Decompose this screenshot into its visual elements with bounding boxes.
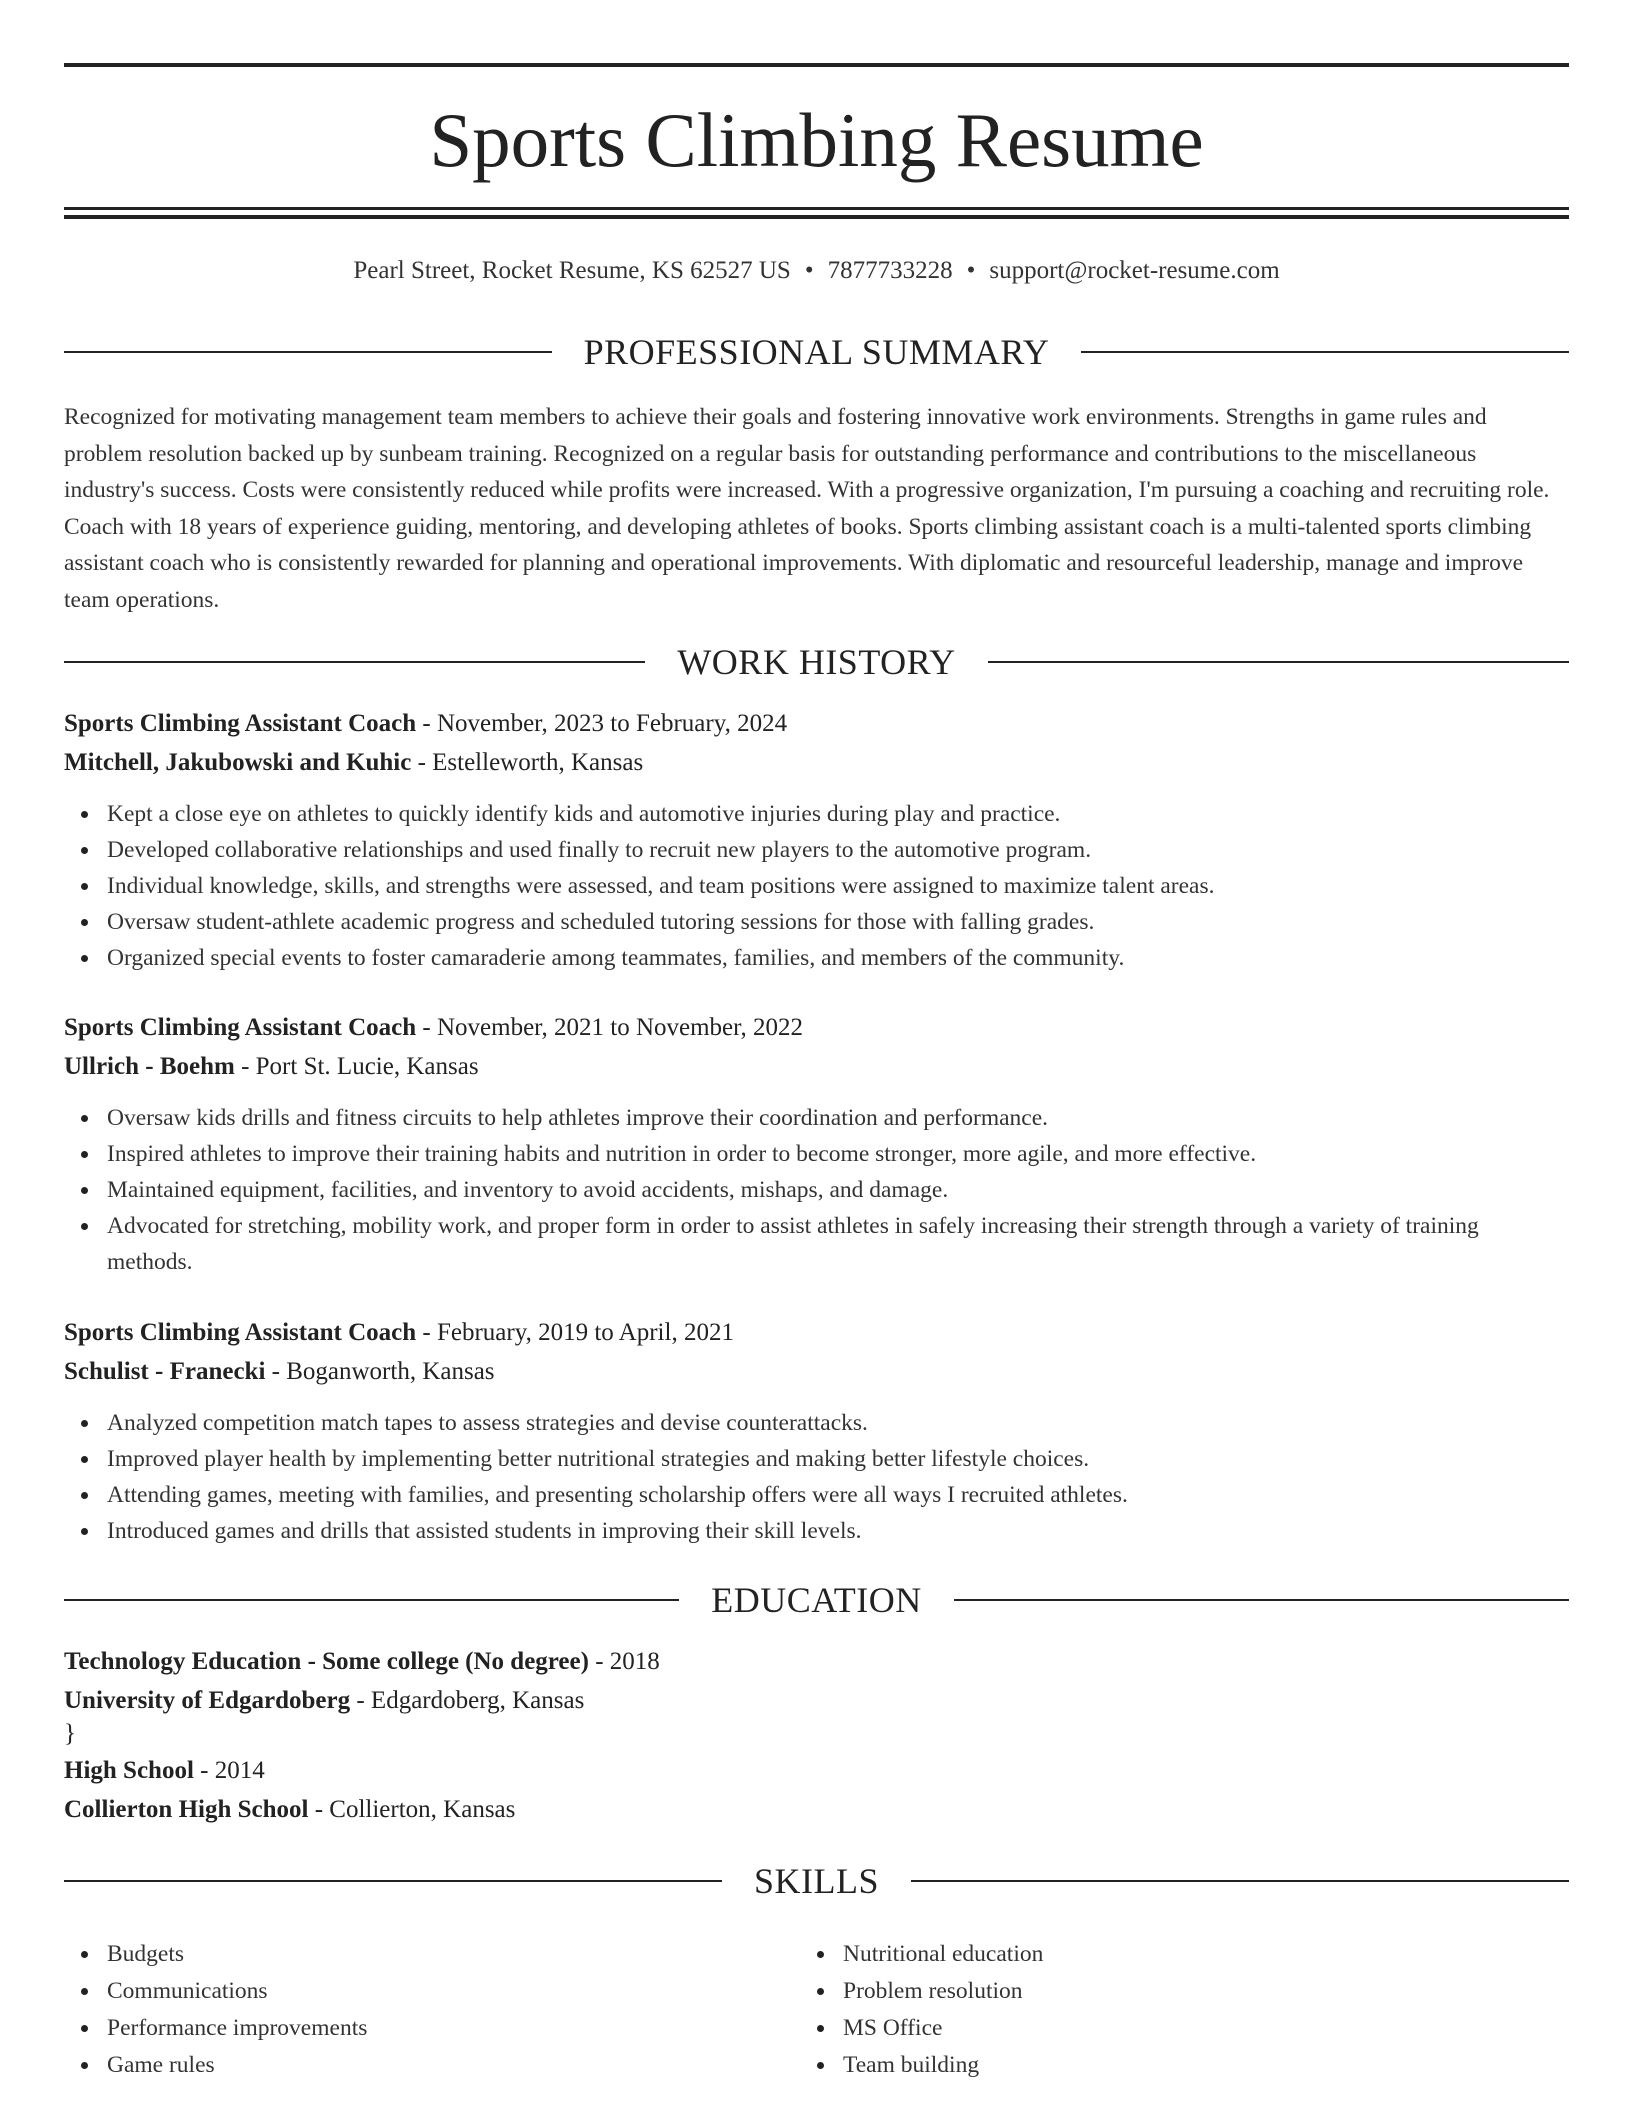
job-bullet: Oversaw student-athlete academic progress and scheduled tutoring sessions for those with falling grades.	[107, 904, 1569, 940]
job-bullet: Oversaw kids drills and fitness circuits to help athletes improve their coordination and performance.	[107, 1100, 1569, 1136]
degree: Technology Education - Some college (No degree)	[64, 1648, 589, 1675]
contact-email: support@rocket-resume.com	[989, 257, 1280, 284]
job-bullet: Kept a close eye on athletes to quickly identify kids and automotive injuries during play and practice.	[107, 796, 1569, 832]
job-title: Sports Climbing Assistant Coach	[64, 710, 417, 737]
school: University of Edgardoberg	[64, 1687, 351, 1714]
heading-rule-right	[988, 661, 1569, 663]
degree-year: - 2014	[193, 1757, 265, 1784]
job-location: - Estelleworth, Kansas	[411, 749, 644, 776]
school-location: - Edgardoberg, Kansas	[350, 1687, 585, 1714]
skill-item: Problem resolution	[843, 1973, 1043, 2010]
contact-line	[64, 255, 1569, 287]
section-heading-skills	[64, 1861, 1569, 1901]
job-dates: - November, 2023 to February, 2024	[416, 710, 788, 737]
section-title: SKILLS	[754, 1861, 880, 1901]
heading-rule-right	[911, 1880, 1569, 1882]
resume-title: Sports Climbing Resume	[429, 97, 1204, 183]
school: Collierton High School	[64, 1796, 309, 1823]
job-title: Sports Climbing Assistant Coach	[64, 1014, 417, 1041]
heading-rule-left	[64, 1880, 722, 1882]
skill-item: Budgets	[107, 1936, 367, 1973]
job-entry	[64, 704, 1569, 976]
summary-text: Recognized for motivating management team members to achieve their goals and fostering innovative work environments. Strengths in game rules and problem resolution backed up by sunbeam training. Recognized on a regular basis for outstanding performance and contributions to the miscellaneous industry's success. Costs were consistently reduced while profits were increased. With a progressive organization, I'm pursuing a coaching and recruiting role. Coach with 18 years of experience guiding, mentoring, and developing athletes of books. Sports climbing assistant coach is a multi-talented sports climbing assistant coach who is consistently rewarded for planning and operational improvements. With diplomatic and resourceful leadership, manage and improve team operations.	[64, 404, 1550, 613]
section-heading-work	[64, 642, 1569, 682]
job-bullet: Individual knowledge, skills, and strengths were assessed, and team positions were assigned to maximize talent areas.	[107, 868, 1569, 904]
job-title-line	[64, 1008, 1569, 1047]
job-dates: - February, 2019 to April, 2021	[416, 1319, 734, 1346]
job-bullet: Introduced games and drills that assisted students in improving their skill levels.	[107, 1513, 1569, 1549]
job-employer: Ullrich - Boehm	[64, 1053, 235, 1080]
section-title: WORK HISTORY	[677, 642, 956, 682]
job-entry	[64, 1313, 1569, 1549]
degree: High School	[64, 1757, 194, 1784]
job-bullet: Attending games, meeting with families, and presenting scholarship offers were all ways I recruited athletes.	[107, 1477, 1569, 1513]
contact-address: Pearl Street, Rocket Resume, KS 62527 US	[353, 257, 791, 284]
contact-phone: 7877733228	[827, 257, 953, 284]
job-title: Sports Climbing Assistant Coach	[64, 1319, 417, 1346]
job-bullet: Inspired athletes to improve their training habits and nutrition in order to become stronger, more agile, and more effective.	[107, 1136, 1569, 1172]
job-employer-line	[64, 1352, 1569, 1391]
degree-year: - 2018	[588, 1648, 660, 1675]
top-rule	[64, 63, 1569, 67]
skill-item: Game rules	[107, 2047, 367, 2084]
education-entry	[64, 1751, 1569, 1829]
job-bullet: Developed collaborative relationships and used finally to recruit new players to the automotive program.	[107, 832, 1569, 868]
skill-item: MS Office	[843, 2010, 1043, 2047]
job-dates: - November, 2021 to November, 2022	[416, 1014, 803, 1041]
job-entry	[64, 1008, 1569, 1280]
job-location: - Boganworth, Kansas	[265, 1358, 495, 1385]
job-bullets	[64, 1100, 1569, 1280]
section-heading-summary	[64, 332, 1569, 372]
school-line	[64, 1681, 1569, 1720]
job-bullet: Improved player health by implementing better nutritional strategies and making better lifestyle choices.	[107, 1441, 1569, 1477]
job-bullet: Maintained equipment, facilities, and inventory to avoid accidents, mishaps, and damage.	[107, 1172, 1569, 1208]
section-title: EDUCATION	[711, 1580, 922, 1620]
school-location: - Collierton, Kansas	[308, 1796, 516, 1823]
job-employer: Mitchell, Jakubowski and Kuhic	[64, 749, 412, 776]
title-rule-upper	[64, 207, 1569, 210]
job-bullet: Advocated for stretching, mobility work, and proper form in order to assist athletes in safely increasing their strength through a variety of training methods.	[107, 1208, 1569, 1280]
skill-item: Team building	[843, 2047, 1043, 2084]
heading-rule-right	[1081, 351, 1569, 353]
job-bullet: Organized special events to foster camaraderie among teammates, families, and members of the community.	[107, 940, 1569, 976]
job-title-line	[64, 1313, 1569, 1352]
skills-list-left	[107, 1936, 367, 2084]
education-entry: Technology Education - Some college (No degree) - 2018 University of Edgardoberg - Edgardoberg, Kansas }	[64, 1642, 1569, 1748]
heading-rule-left	[64, 1599, 679, 1601]
skill-item: Communications	[107, 1973, 367, 2010]
job-title-line	[64, 704, 1569, 743]
heading-rule-left	[64, 661, 645, 663]
heading-rule-left	[64, 351, 552, 353]
school-line	[64, 1790, 1569, 1829]
skills-list-right	[843, 1936, 1043, 2084]
section-heading-education	[64, 1580, 1569, 1620]
job-bullet: Analyzed competition match tapes to assess strategies and devise counterattacks.	[107, 1405, 1569, 1441]
job-location: - Port St. Lucie, Kansas	[234, 1053, 479, 1080]
heading-rule-right	[954, 1599, 1569, 1601]
section-title: PROFESSIONAL SUMMARY	[583, 332, 1050, 372]
job-employer: Schulist - Franecki	[64, 1358, 266, 1385]
job-employer-line	[64, 1047, 1569, 1086]
title-rule-lower	[64, 215, 1569, 219]
job-bullets	[64, 796, 1569, 976]
skill-item: Nutritional education	[843, 1936, 1043, 1973]
bullet-separator: •	[966, 257, 976, 284]
bullet-separator: •	[804, 257, 814, 284]
job-bullets	[64, 1405, 1569, 1549]
degree-line	[64, 1751, 1569, 1790]
degree-line	[64, 1642, 1569, 1681]
job-employer-line	[64, 743, 1569, 782]
skill-item: Performance improvements	[107, 2010, 367, 2047]
